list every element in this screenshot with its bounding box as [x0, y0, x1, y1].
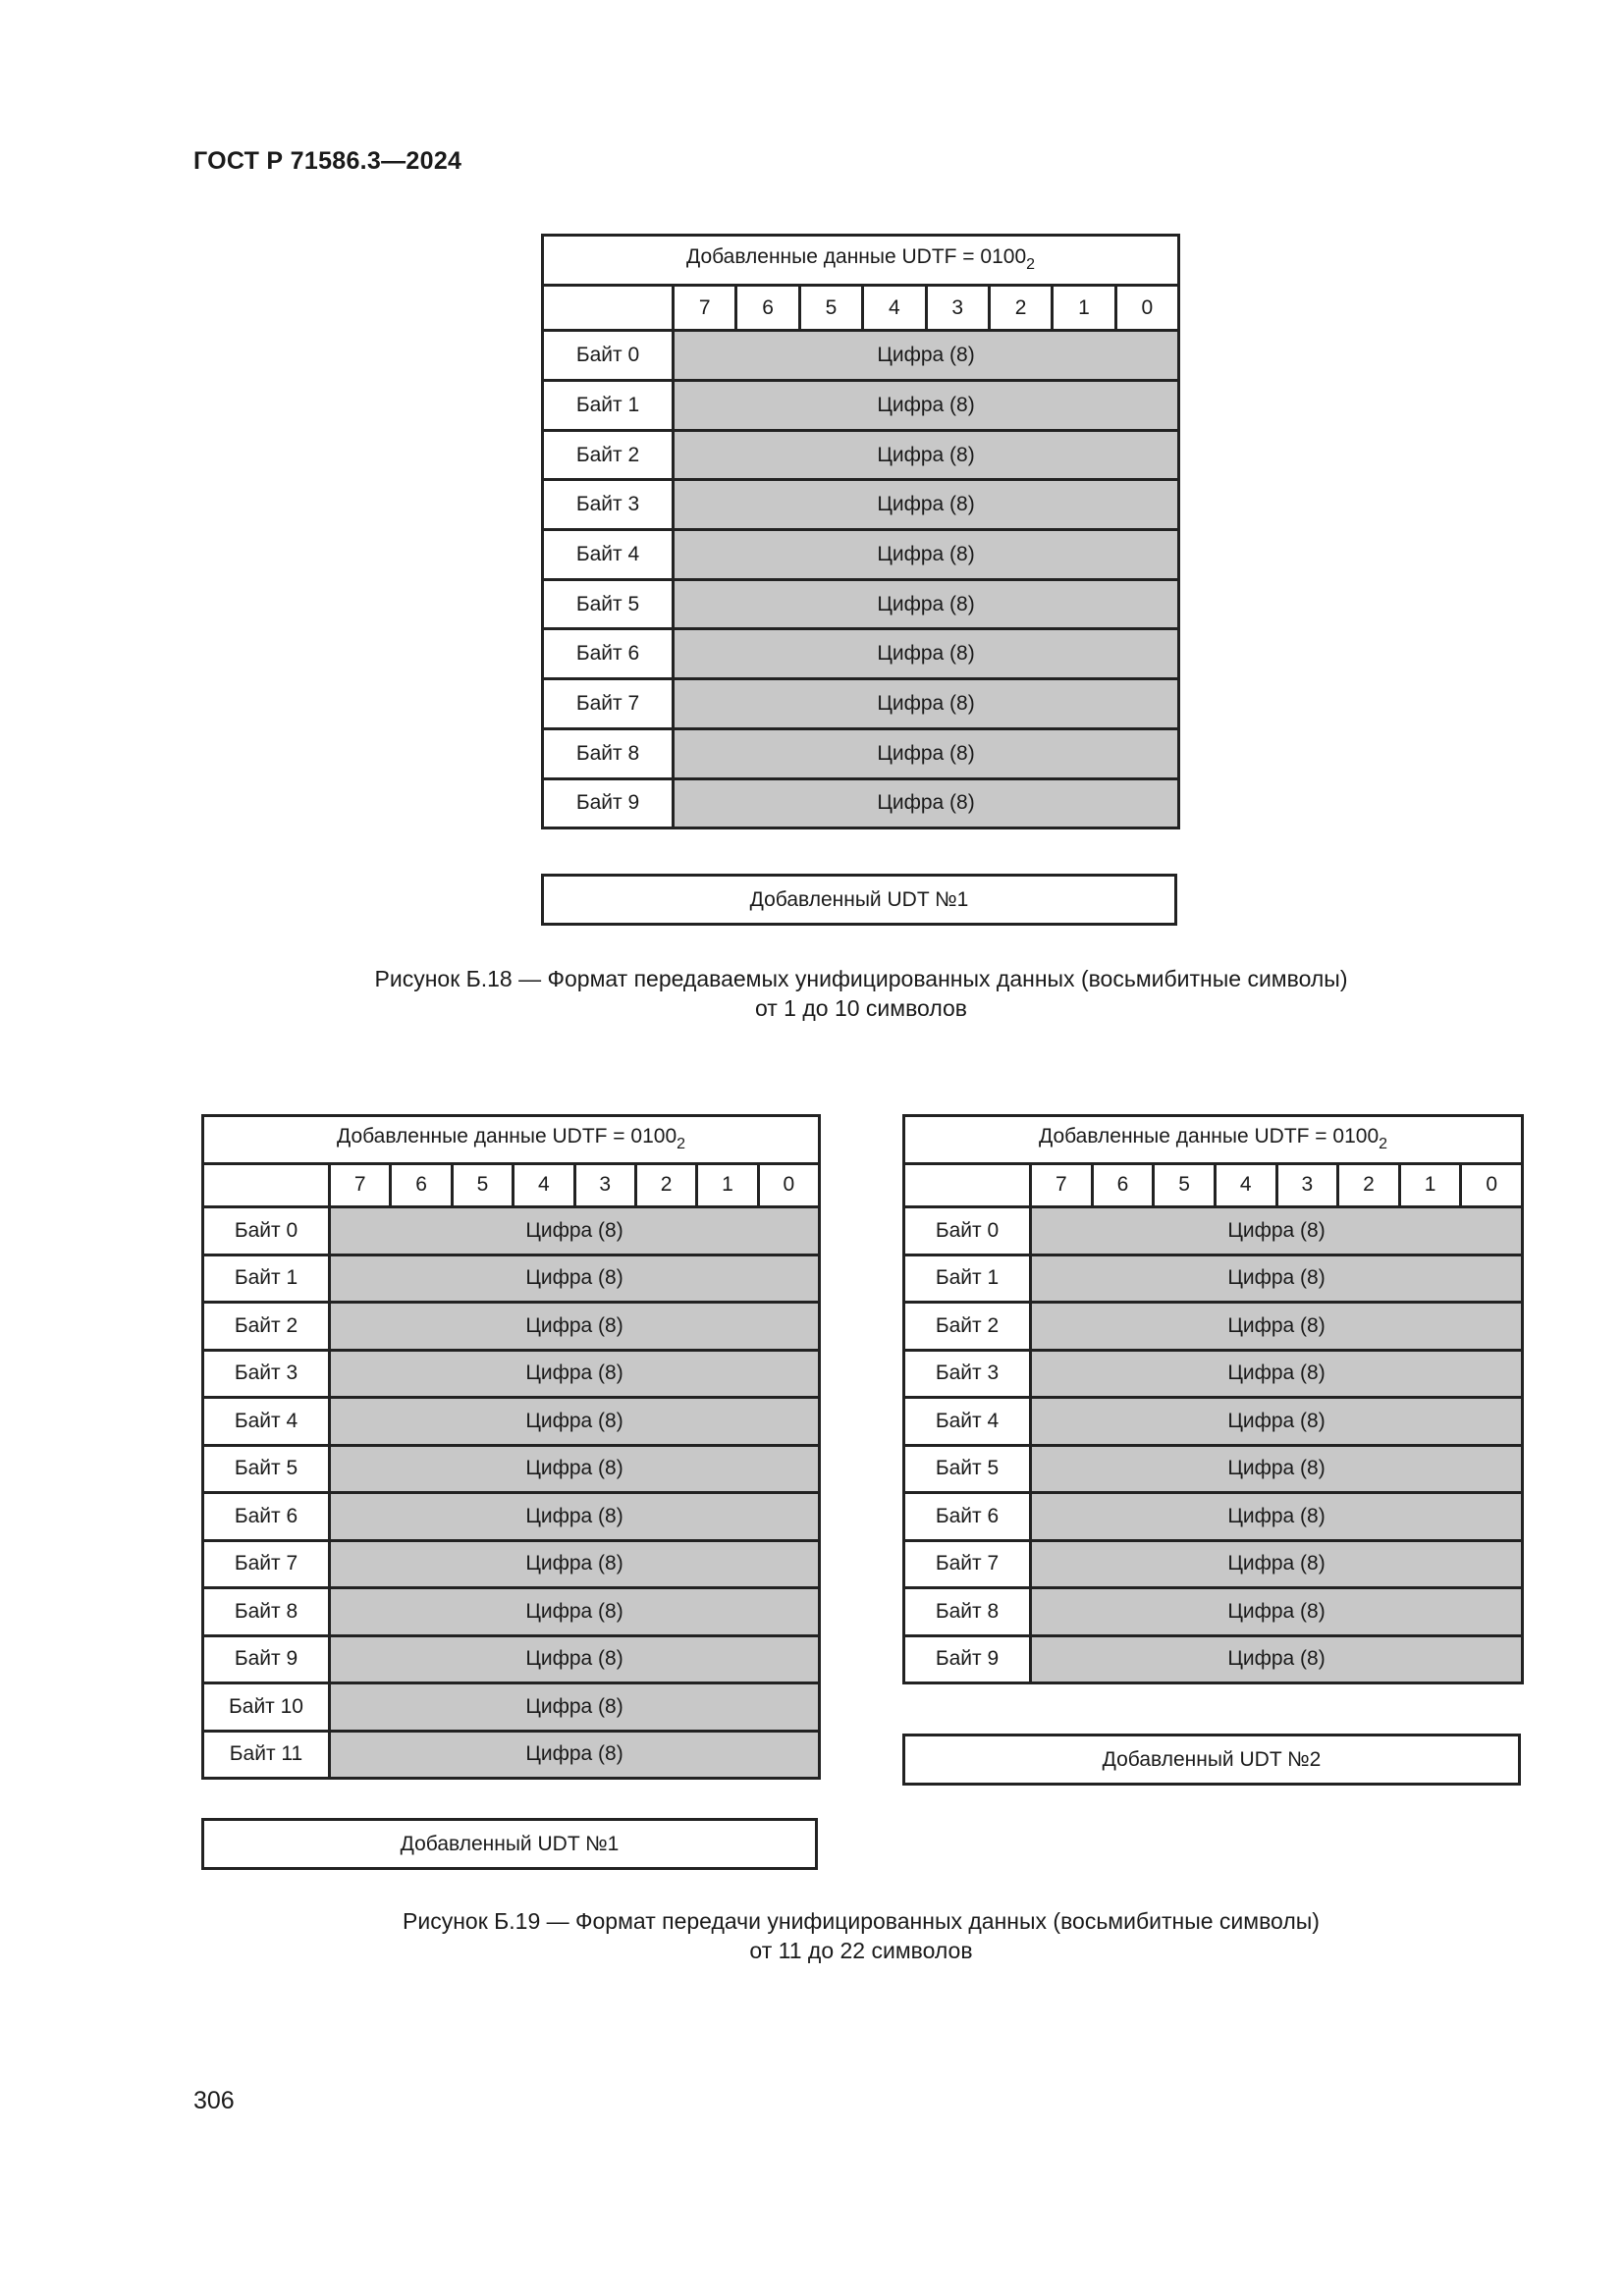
- digit-cell: Цифра (8): [330, 1445, 820, 1493]
- byte-label: Байт 8: [203, 1588, 330, 1636]
- byte-label: Байт 3: [543, 480, 674, 530]
- bit-number-cell: 7: [330, 1163, 391, 1207]
- table-row: [203, 1445, 820, 1493]
- udt-table-figure19-left: [201, 1114, 821, 1780]
- empty-corner-cell: [203, 1163, 330, 1207]
- byte-label: Байт 5: [543, 579, 674, 629]
- digit-cell: Цифра (8): [330, 1303, 820, 1351]
- table-row: [904, 1350, 1523, 1398]
- udt-table-figure19-right: [902, 1114, 1524, 1684]
- digit-cell: Цифра (8): [674, 530, 1179, 580]
- byte-label: Байт 0: [904, 1207, 1031, 1255]
- table-row: [904, 1255, 1523, 1303]
- table-row: [203, 1350, 820, 1398]
- table-title: [203, 1116, 820, 1164]
- bit-number-cell: 6: [1092, 1163, 1154, 1207]
- bit-number-cell: 6: [391, 1163, 452, 1207]
- digit-cell: Цифра (8): [330, 1588, 820, 1636]
- byte-label: Байт 10: [203, 1683, 330, 1732]
- byte-label: Байт 1: [904, 1255, 1031, 1303]
- bit-number-cell: 7: [674, 285, 736, 331]
- table-row: [904, 1493, 1523, 1541]
- byte-label: Байт 0: [543, 331, 674, 381]
- digit-cell: Цифра (8): [674, 778, 1179, 828]
- byte-label: Байт 0: [203, 1207, 330, 1255]
- byte-label: Байт 8: [904, 1588, 1031, 1636]
- empty-corner-cell: [904, 1163, 1031, 1207]
- byte-label: Байт 2: [904, 1303, 1031, 1351]
- caption-line: от 11 до 22 символов: [749, 1938, 973, 1963]
- table-row: [543, 480, 1179, 530]
- byte-label: Байт 3: [904, 1350, 1031, 1398]
- figure-caption-19: [196, 1906, 1526, 1965]
- digit-cell: Цифра (8): [674, 480, 1179, 530]
- caption-line: Рисунок Б.19 — Формат передачи унифицированных данных (восьмибитные символы): [403, 1908, 1320, 1934]
- byte-label: Байт 9: [543, 778, 674, 828]
- byte-label: Байт 1: [543, 381, 674, 431]
- byte-label: Байт 1: [203, 1255, 330, 1303]
- table-title-subscript: 2: [1026, 256, 1036, 274]
- digit-cell: Цифра (8): [674, 728, 1179, 778]
- bit-number-cell: 3: [926, 285, 989, 331]
- udt-table-figure18: [541, 234, 1180, 829]
- bit-number-cell: 0: [758, 1163, 819, 1207]
- bit-number-cell: 5: [799, 285, 862, 331]
- table-row: [203, 1398, 820, 1446]
- table-title-text: Добавленные данные UDTF = 0100: [336, 1125, 677, 1148]
- bit-number-cell: 2: [635, 1163, 696, 1207]
- udt-label-box: Добавленный UDT №2: [902, 1734, 1521, 1786]
- table-row: [203, 1588, 820, 1636]
- table-title-text: Добавленные данные UDTF = 0100: [685, 245, 1027, 269]
- table-row: [203, 1731, 820, 1779]
- table-row: [543, 728, 1179, 778]
- table-row: [203, 1493, 820, 1541]
- bit-number-cell: 5: [452, 1163, 513, 1207]
- bit-number-cell: 3: [574, 1163, 635, 1207]
- byte-label: Байт 9: [904, 1635, 1031, 1683]
- digit-cell: Цифра (8): [330, 1540, 820, 1588]
- digit-cell: Цифра (8): [330, 1731, 820, 1779]
- byte-label: Байт 6: [904, 1493, 1031, 1541]
- table-row: [543, 778, 1179, 828]
- digit-cell: Цифра (8): [330, 1493, 820, 1541]
- digit-cell: Цифра (8): [1031, 1493, 1523, 1541]
- table-title-text: Добавленные данные UDTF = 0100: [1038, 1125, 1380, 1148]
- empty-corner-cell: [543, 285, 674, 331]
- table-row: [203, 1683, 820, 1732]
- digit-cell: Цифра (8): [330, 1207, 820, 1255]
- digit-cell: Цифра (8): [674, 381, 1179, 431]
- table-row: [904, 1445, 1523, 1493]
- table-row: [904, 1398, 1523, 1446]
- table-row: [543, 381, 1179, 431]
- digit-cell: Цифра (8): [674, 579, 1179, 629]
- digit-cell: Цифра (8): [330, 1398, 820, 1446]
- digit-cell: Цифра (8): [1031, 1350, 1523, 1398]
- digit-cell: Цифра (8): [674, 629, 1179, 679]
- bit-number-cell: 5: [1154, 1163, 1216, 1207]
- table-row: [543, 629, 1179, 679]
- figure-caption-18: [196, 964, 1526, 1023]
- bit-number-cell: 7: [1031, 1163, 1093, 1207]
- byte-label: Байт 6: [203, 1493, 330, 1541]
- digit-cell: Цифра (8): [1031, 1207, 1523, 1255]
- document-header: ГОСТ Р 71586.3—2024: [193, 147, 462, 175]
- table-row: [203, 1635, 820, 1683]
- digit-cell: Цифра (8): [674, 430, 1179, 480]
- byte-label: Байт 4: [543, 530, 674, 580]
- digit-cell: Цифра (8): [674, 679, 1179, 729]
- byte-label: Байт 7: [904, 1540, 1031, 1588]
- table-row: [543, 430, 1179, 480]
- bit-number-cell: 1: [1399, 1163, 1461, 1207]
- table-row: [904, 1635, 1523, 1683]
- table-title: [543, 236, 1179, 286]
- caption-line: Рисунок Б.18 — Формат передаваемых унифицированных данных (восьмибитные символы): [374, 966, 1348, 991]
- udt-label-box: Добавленный UDT №1: [541, 874, 1177, 926]
- udt-label-box: Добавленный UDT №1: [201, 1818, 818, 1870]
- bit-number-cell: 2: [1338, 1163, 1400, 1207]
- byte-label: Байт 4: [203, 1398, 330, 1446]
- digit-cell: Цифра (8): [1031, 1445, 1523, 1493]
- byte-label: Байт 7: [203, 1540, 330, 1588]
- table-row: [203, 1303, 820, 1351]
- table-title-subscript: 2: [1379, 1136, 1388, 1153]
- bit-number-cell: 0: [1461, 1163, 1523, 1207]
- table-row: [904, 1540, 1523, 1588]
- byte-label: Байт 4: [904, 1398, 1031, 1446]
- digit-cell: Цифра (8): [330, 1350, 820, 1398]
- digit-cell: Цифра (8): [330, 1635, 820, 1683]
- byte-label: Байт 8: [543, 728, 674, 778]
- byte-label: Байт 11: [203, 1731, 330, 1779]
- bit-number-cell: 2: [989, 285, 1052, 331]
- table-row: [203, 1255, 820, 1303]
- bit-number-cell: 0: [1115, 285, 1178, 331]
- table-row: [543, 579, 1179, 629]
- byte-label: Байт 9: [203, 1635, 330, 1683]
- digit-cell: Цифра (8): [674, 331, 1179, 381]
- table-row: [543, 679, 1179, 729]
- digit-cell: Цифра (8): [1031, 1588, 1523, 1636]
- table-title: [904, 1116, 1523, 1164]
- bit-number-cell: 6: [736, 285, 799, 331]
- bit-number-cell: 1: [697, 1163, 758, 1207]
- byte-label: Байт 5: [203, 1445, 330, 1493]
- table-row: [904, 1303, 1523, 1351]
- digit-cell: Цифра (8): [1031, 1398, 1523, 1446]
- digit-cell: Цифра (8): [1031, 1303, 1523, 1351]
- bit-number-cell: 4: [514, 1163, 574, 1207]
- caption-line: от 1 до 10 символов: [754, 995, 968, 1021]
- digit-cell: Цифра (8): [330, 1255, 820, 1303]
- byte-label: Байт 5: [904, 1445, 1031, 1493]
- table-row: [203, 1540, 820, 1588]
- byte-label: Байт 7: [543, 679, 674, 729]
- table-row: [904, 1207, 1523, 1255]
- digit-cell: Цифра (8): [1031, 1255, 1523, 1303]
- table-row: [904, 1588, 1523, 1636]
- table-title-subscript: 2: [677, 1136, 686, 1153]
- table-row: [203, 1207, 820, 1255]
- byte-label: Байт 2: [203, 1303, 330, 1351]
- byte-label: Байт 3: [203, 1350, 330, 1398]
- bit-number-cell: 4: [863, 285, 926, 331]
- bit-number-cell: 1: [1053, 285, 1115, 331]
- digit-cell: Цифра (8): [330, 1683, 820, 1732]
- page-number: 306: [193, 2087, 235, 2114]
- byte-label: Байт 2: [543, 430, 674, 480]
- digit-cell: Цифра (8): [1031, 1635, 1523, 1683]
- digit-cell: Цифра (8): [1031, 1540, 1523, 1588]
- table-row: [543, 530, 1179, 580]
- bit-number-cell: 4: [1215, 1163, 1276, 1207]
- table-row: [543, 331, 1179, 381]
- byte-label: Байт 6: [543, 629, 674, 679]
- bit-number-cell: 3: [1276, 1163, 1338, 1207]
